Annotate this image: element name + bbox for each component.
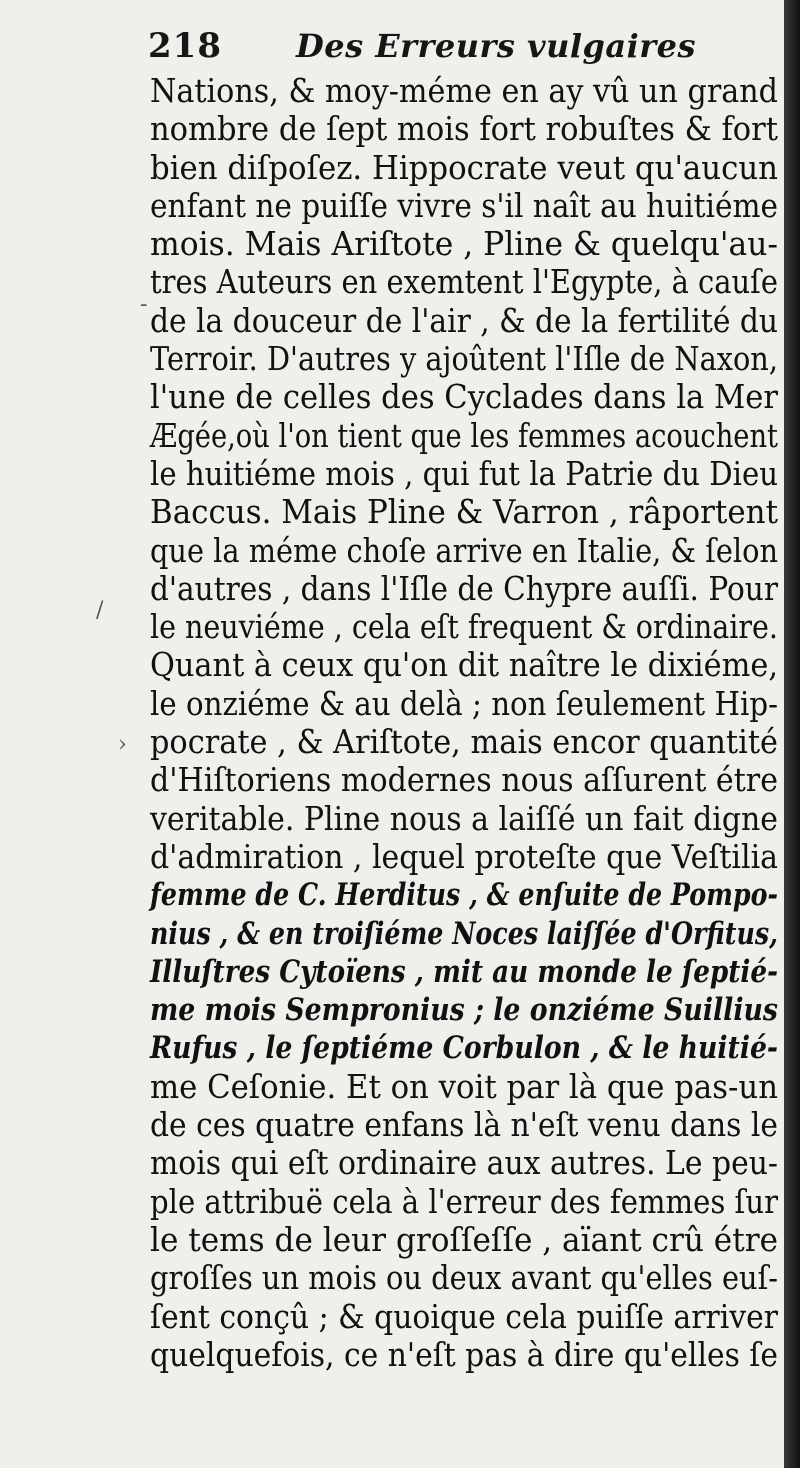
text-line: Rufus , le ſeptiéme Corbulon , & le huitié- <box>150 1030 778 1067</box>
text-line: l'une de celles des Cyclades dans la Mer <box>150 377 778 417</box>
text-line: de la douceur de l'air , & de la fertilité du <box>150 300 778 340</box>
text-line: Ægée,où l'on tient que les femmes acouchent <box>150 415 778 455</box>
text-line: me Ceſonie. Et on voit par là que pas-un <box>150 1066 778 1106</box>
text-line: de ces quatre enfans là n'eſt venu dans le <box>150 1105 778 1145</box>
margin-mark: › <box>118 732 127 757</box>
page-header <box>148 26 696 66</box>
text-line: pocrate , & Ariſtote, mais encor quantité <box>150 722 778 762</box>
text-line: que la méme choſe arrive en Italie, & ſelon <box>150 530 778 570</box>
text-line: d'autres , dans l'Iſle de Chypre auſſi. Pour <box>150 568 778 608</box>
margin-mark: / <box>96 598 104 623</box>
running-title: Des Erreurs vulgaires <box>295 27 697 65</box>
text-line: nius , & en troiſiéme Noces laiſſée d'Orfitus, <box>150 915 778 952</box>
text-line: le neuviéme , cela eſt frequent & ordinaire. <box>150 607 778 647</box>
text-line: le tems de leur groſſeſſe , aïant crû étre <box>150 1219 778 1259</box>
text-line: ſent conçû ; & quoique cela puiſſe arriver <box>150 1296 778 1336</box>
book-gutter <box>784 0 800 1468</box>
text-line: le huitiéme mois , qui fut la Patrie du Dieu <box>150 453 778 493</box>
text-line: veritable. Pline nous a laiſſé un fait digne <box>150 798 778 838</box>
text-line: ple attribuë cela à l'erreur des femmes ſur <box>150 1181 778 1221</box>
text-line: enfant ne puiſſe vivre s'il naît au huitiéme <box>150 185 778 225</box>
text-line: le onziéme & au delà ; non ſeulement Hip- <box>150 683 778 723</box>
text-line: me mois Sempronius ; le onziéme Suillius <box>150 992 778 1029</box>
text-line: Nations, & moy-méme en ay vû un grand <box>150 71 778 110</box>
text-line: mois qui eſt ordinaire aux autres. Le peu- <box>150 1143 778 1183</box>
text-line: d'admiration , lequel proteſte que Veſtilia <box>150 836 778 876</box>
text-line: Quant à ceux qu'on dit naître le dixiéme, <box>150 645 778 685</box>
text-line: mois. Mais Ariſtote , Pline & quelqu'au- <box>150 224 778 264</box>
text-line: Illuſtres Cytoïens , mit au monde le ſeptié- <box>150 953 778 990</box>
page-number: 218 <box>148 26 222 66</box>
text-line: bien diſpoſez. Hippocrate veut qu'aucun <box>150 147 778 187</box>
text-line: tres Auteurs en exemtent l'Egypte, à cauſe <box>150 262 778 302</box>
text-line: Baccus. Mais Pline & Varron , râportent <box>150 492 778 532</box>
text-line: groſſes un mois ou deux avant qu'elles euſ- <box>150 1258 778 1298</box>
margin-mark: - <box>140 292 148 317</box>
text-line: d'Hiſtoriens modernes nous aſſurent étre <box>150 760 778 800</box>
text-line: femme de C. Herditus , & enſuite de Pompo- <box>150 877 778 914</box>
text-line: Terroir. D'autres y ajoûtent l'Iſle de Naxon, <box>150 339 778 379</box>
body-text <box>150 72 780 1374</box>
text-line: nombre de ſept mois fort robuſtes & fort <box>150 109 778 149</box>
text-line: quelquefois, ce n'eſt pas à dire qu'elles ſe <box>150 1334 778 1374</box>
